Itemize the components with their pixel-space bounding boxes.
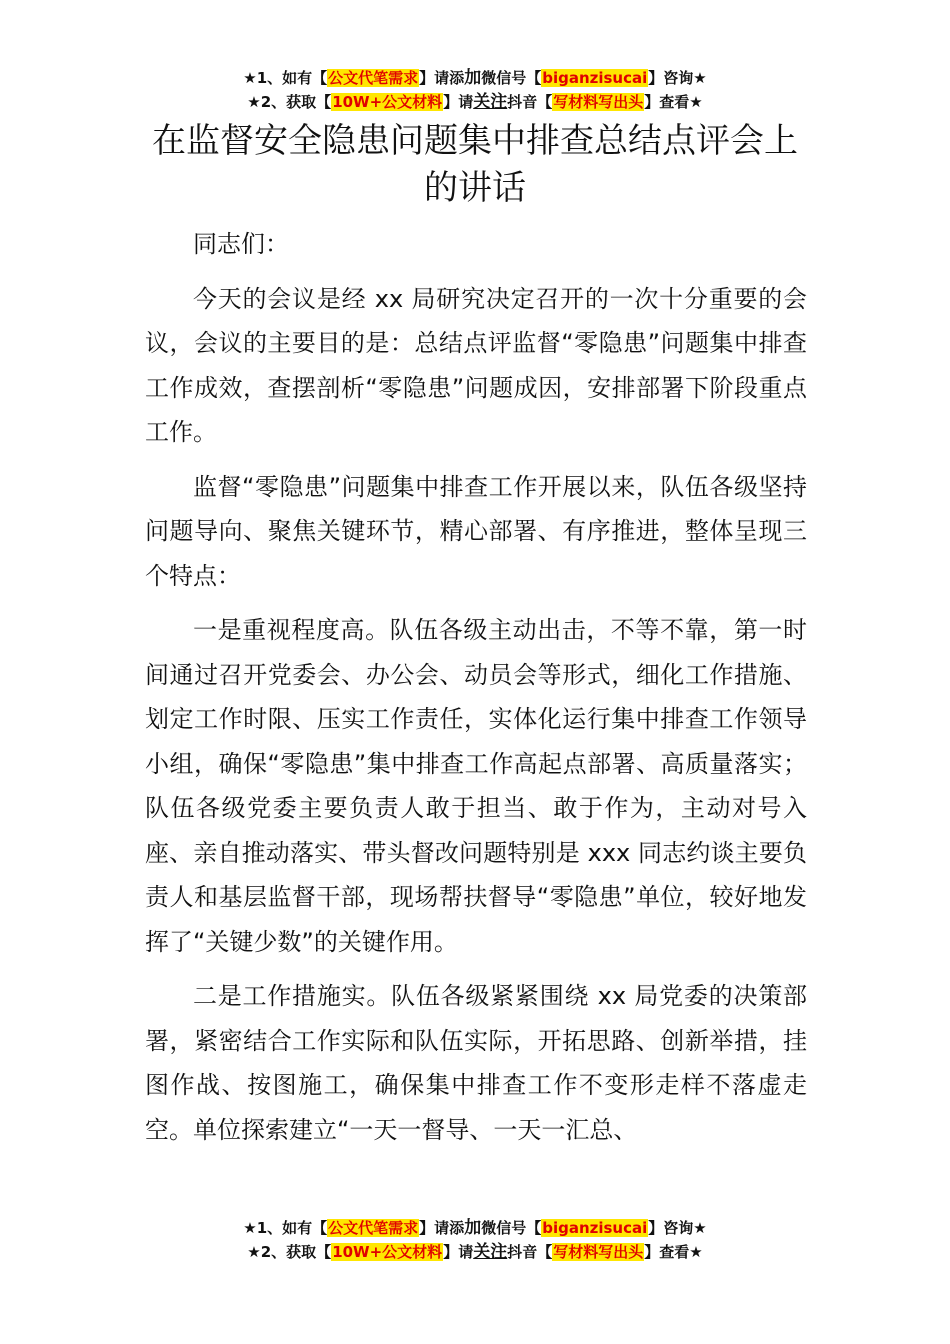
highlight-service: 公文代笔需求 [328, 69, 419, 87]
document-title: 在监督安全隐患问题集中排查总结点评会上的讲话 [152, 121, 798, 208]
highlight-wechat-id: biganzisucai [542, 1219, 648, 1237]
highlight-service: 公文代笔需求 [328, 1219, 419, 1237]
paragraph-point-two: 二是工作措施实。队伍各级紧紧围绕 xx 局党委的决策部署，紧密结合工作实际和队伍实际，开拓思路、创新举措，挂图作战、按图施工，确保集中排查工作不变形走样不落虚走空。单位探索建立“一天一督导、一天一汇总、 [145, 982, 807, 1144]
banner-line-1: ★1、如有【公文代笔需求】请添加微信号【biganzisucai】咨询★ [243, 1218, 707, 1238]
highlight-douyin: 写材料写出头 [553, 1243, 644, 1261]
paragraph-overview: 监督“零隐患”问题集中排查工作开展以来，队伍各级坚持问题导向、聚焦关键环节，精心部署、有序推进，整体呈现三个特点： [145, 472, 807, 590]
highlight-materials: 10W+公文材料 [332, 1243, 443, 1261]
document-body [145, 222, 807, 1162]
header-banner [0, 66, 950, 114]
salutation: 同志们： [193, 230, 289, 258]
paragraph-intro: 今天的会议是经 xx 局研究决定召开的一次十分重要的会议，会议的主要目的是：总结点评监督“零隐患”问题集中排查工作成效，查摆剖析“零隐患”问题成因，安排部署下阶段重点工作。 [145, 284, 807, 446]
banner-line-1: ★1、如有【公文代笔需求】请添加微信号【biganzisucai】咨询★ [243, 68, 707, 88]
banner-line-2: ★2、获取【10W+公文材料】请关注抖音【写材料写出头】查看★ [247, 1242, 703, 1262]
banner-line-2: ★2、获取【10W+公文材料】请关注抖音【写材料写出头】查看★ [247, 92, 703, 112]
footer-banner [0, 1216, 950, 1264]
highlight-materials: 10W+公文材料 [332, 93, 443, 111]
highlight-wechat-id: biganzisucai [542, 69, 648, 87]
highlight-douyin: 写材料写出头 [553, 93, 644, 111]
paragraph-point-one: 一是重视程度高。队伍各级主动出击，不等不靠，第一时间通过召开党委会、办公会、动员会等形式，细化工作措施、划定工作时限、压实工作责任，实体化运行集中排查工作领导小组，确保“零隐患”集中排查工作高起点部署、高质量落实；队伍各级党委主要负责人敢于担当、敢于作为，主动对号入座、亲自推动落实、带头督改问题特别是 xxx 同志约谈主要负责人和基层监督干部，现场帮扶督导“零隐患”单位，较好地发挥了“关键少数”的关键作用。 [145, 616, 807, 956]
